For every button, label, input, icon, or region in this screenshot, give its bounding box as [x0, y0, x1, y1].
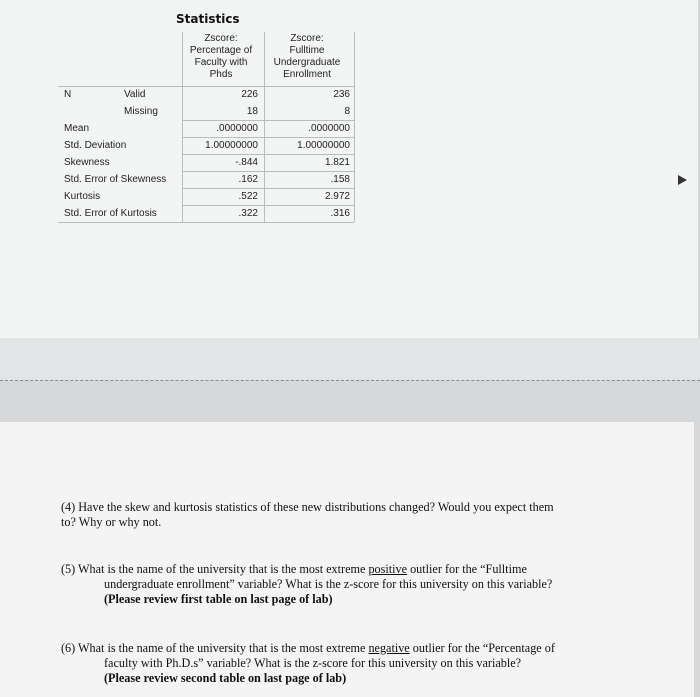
value-cell: 2.972: [324, 191, 350, 202]
value-cell: .0000000: [216, 123, 258, 134]
value-cell: .322: [238, 208, 258, 219]
header-line: Undergraduate: [273, 57, 341, 68]
row-label: Std. Error of Kurtosis: [64, 208, 157, 219]
table-row: [58, 120, 354, 137]
row-sublabel: Missing: [124, 106, 158, 117]
question-text: (5) What is the name of the university that is the most extreme: [61, 562, 369, 576]
table-row: [58, 205, 354, 222]
table-row: [58, 154, 354, 171]
page-gap: [0, 338, 700, 380]
value-cell: -.844: [235, 157, 258, 168]
mouse-cursor-icon: [678, 175, 687, 185]
row-label: Mean: [64, 123, 90, 134]
header-line: Percentage of: [189, 45, 253, 56]
header-line: Zscore:: [290, 33, 324, 44]
table-row: [58, 86, 354, 103]
row-label: Std. Deviation: [64, 140, 127, 151]
question-4: [61, 500, 636, 530]
value-cell: 226: [241, 89, 258, 100]
underlined-word: positive: [368, 562, 408, 576]
spss-output-page: [0, 0, 698, 338]
value-cell: .158: [330, 174, 350, 185]
underlined-word: negative: [368, 641, 410, 655]
value-cell: .162: [238, 174, 258, 185]
row-label: Std. Error of Skewness: [64, 174, 167, 185]
question-text: undergraduate enrollment” variable? What is the z-score for this university on this variable?: [104, 577, 553, 591]
question-6: [61, 641, 636, 686]
question-hint: (Please review second table on last page of lab): [104, 671, 347, 685]
value-cell: 1.00000000: [205, 140, 258, 151]
value-cell: 1.821: [324, 157, 350, 168]
value-cell: .0000000: [308, 123, 350, 134]
header-line: Zscore:: [204, 33, 238, 44]
header-line: Fulltime: [289, 45, 325, 56]
statistics-title: Statistics: [176, 12, 240, 26]
question-text: (6) What is the name of the university that is the most extreme: [61, 641, 369, 655]
value-cell: .522: [238, 191, 258, 202]
questions-page: [0, 422, 694, 697]
header-line: Phds: [209, 69, 233, 80]
question-text: outlier for the “Fulltime: [407, 562, 527, 576]
header-line: Enrollment: [283, 69, 331, 80]
value-cell: 18: [246, 106, 258, 117]
question-text: faculty with Ph.D.s” variable? What is the z-score for this university on this variable?: [104, 656, 522, 670]
row-label: Kurtosis: [64, 191, 101, 202]
table-border: [58, 222, 354, 223]
header-line: Faculty with: [194, 57, 248, 68]
row-sublabel: Valid: [124, 89, 146, 100]
question-text: (4) Have the skew and kurtosis statistics of these new distributions changed? Would you expect them: [61, 500, 554, 514]
value-cell: 1.00000000: [297, 140, 350, 151]
question-text: outlier for the “Percentage of: [409, 641, 555, 655]
table-row: [58, 103, 354, 120]
column-divider: [354, 32, 355, 222]
table-row: [58, 188, 354, 205]
table-row: [58, 171, 354, 188]
value-cell: .316: [330, 208, 350, 219]
question-text: to? Why or why not.: [61, 515, 162, 529]
question-hint: (Please review first table on last page of lab): [104, 592, 333, 606]
column-header-fulltime-enrollment: [264, 33, 350, 81]
table-row: [58, 137, 354, 154]
value-cell: 236: [333, 89, 350, 100]
row-label: N: [64, 89, 72, 100]
value-cell: 8: [344, 106, 350, 117]
question-5: [61, 562, 636, 607]
row-label: Skewness: [64, 157, 110, 168]
dashed-separator: [0, 380, 700, 381]
column-header-faculty-phds: [184, 33, 258, 81]
